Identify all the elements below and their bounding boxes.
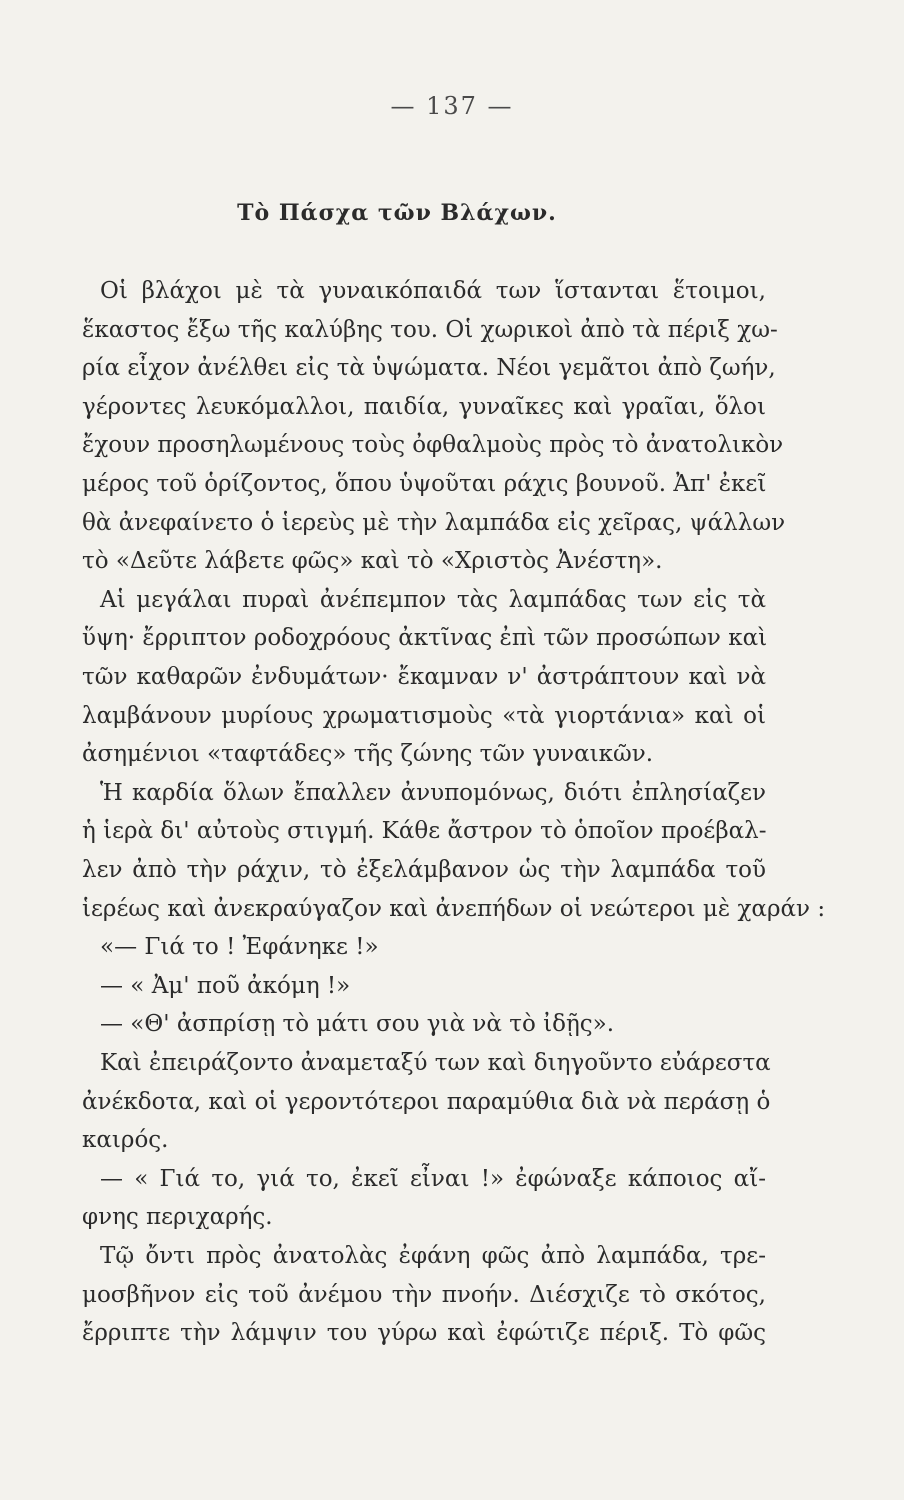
text-line: ἔχουν προσηλωμένους τοὺς ὀφθαλμοὺς πρὸς τὸ ἀνατολικὸν — [82, 432, 784, 459]
text-line: γέροντες λευκόμαλλοι, παιδία, γυναῖκες καὶ γραῖαι, ὅλοι — [82, 393, 766, 420]
text-line: — «Θ' ἀσπρίσῃ τὸ μάτι σου γιὰ νὰ τὸ ἰδῇς». — [100, 1011, 615, 1038]
text-line: λαμβάνουν μυρίους χρωματισμοὺς «τὰ γιορτάνια» καὶ οἱ — [82, 702, 766, 729]
text-line: Τῷ ὄντι πρὸς ἀνατολὰς ἐφάνη φῶς ἀπὸ λαμπάδα, τρε- — [100, 1243, 766, 1269]
text-line: — « Γιά το, γιά το, ἐκεῖ εἶναι !» ἐφώναξε κάποιος αἴ- — [100, 1165, 766, 1192]
text-line: ἀσημένιοι «ταφτάδες» τῆς ζώνης τῶν γυναικῶν. — [82, 741, 654, 768]
text-line: μοσβῆνον εἰς τοῦ ἀνέμου τὴν πνοήν. Διέσχιζε τὸ σκότος, — [82, 1281, 766, 1308]
text-line: ρία εἶχον ἀνέλθει εἰς τὰ ὑψώματα. Νέοι γεμᾶτοι ἀπὸ ζωήν, — [82, 355, 776, 382]
text-line: καιρός. — [82, 1127, 169, 1154]
text-line: ἡ ἱερὰ δι' αὐτοὺς στιγμή. Κάθε ἄστρον τὸ ὁποῖον προέβαλ- — [82, 818, 767, 845]
text-line: Καὶ ἐπειράζοντο ἀναμεταξύ των καὶ διηγοῦντο εὐάρεστα — [100, 1050, 771, 1076]
text-line: Ἡ καρδία ὅλων ἔπαλλεν ἀνυπομόνως, διότι ἐπλησίαζεν — [100, 779, 766, 806]
text-line: φνης περιχαρής. — [82, 1204, 273, 1231]
text-line: ὕψη· ἔρριπτον ροδοχρόους ἀκτῖνας ἐπὶ τῶν προσώπων καὶ — [82, 625, 768, 652]
text-line: ἕκαστος ἔξω τῆς καλύβης του. Οἱ χωρικοὶ ἀπὸ τὰ πέριξ χω- — [82, 316, 778, 343]
text-line: τῶν καθαρῶν ἐνδυμάτων· ἔκαμναν ν' ἀστράπτουν καὶ νὰ — [82, 664, 766, 690]
text-line: ἔρριπτε τὴν λάμψιν του γύρω καὶ ἐφώτιζε πέριξ. Τὸ φῶς — [82, 1320, 766, 1347]
page-number: — 137 — — [390, 92, 514, 120]
chapter-title: Τὸ Πάσχα τῶν Βλάχων. — [237, 200, 557, 226]
text-line: Αἱ μεγάλαι πυραὶ ἀνέπεμπον τὰς λαμπάδας των εἰς τὰ — [100, 586, 766, 613]
text-line: ἀνέκδοτα, καὶ οἱ γεροντότεροι παραμύθια διὰ νὰ περάσῃ ὁ — [82, 1088, 771, 1115]
text-line: λεν ἀπὸ τὴν ράχιν, τὸ ἐξελάμβανον ὡς τὴν λαμπάδα τοῦ — [82, 857, 766, 883]
text-line: τὸ «Δεῦτε λάβετε φῶς» καὶ τὸ «Χριστὸς Ἀνέστη». — [82, 548, 663, 575]
text-line: «— Γιά το ! Ἐφάνηκε !» — [100, 934, 379, 961]
text-line: ἱερέως καὶ ἀνεκραύγαζον καὶ ἀνεπήδων οἱ νεώτεροι μὲ χαράν : — [82, 895, 826, 922]
text-line: Οἱ βλάχοι μὲ τὰ γυναικόπαιδά των ἵστανται ἕτοιμοι, — [100, 278, 766, 304]
text-line: μέρος τοῦ ὁρίζοντος, ὅπου ὑψοῦται ράχις βουνοῦ. Ἀπ' ἐκεῖ — [82, 471, 767, 497]
text-line: θὰ ἀνεφαίνετο ὁ ἱερεὺς μὲ τὴν λαμπάδα εἰς χεῖρας, ψάλλων — [82, 509, 786, 536]
text-line: — « Ἀμ' ποῦ ἀκόμη !» — [100, 972, 351, 999]
